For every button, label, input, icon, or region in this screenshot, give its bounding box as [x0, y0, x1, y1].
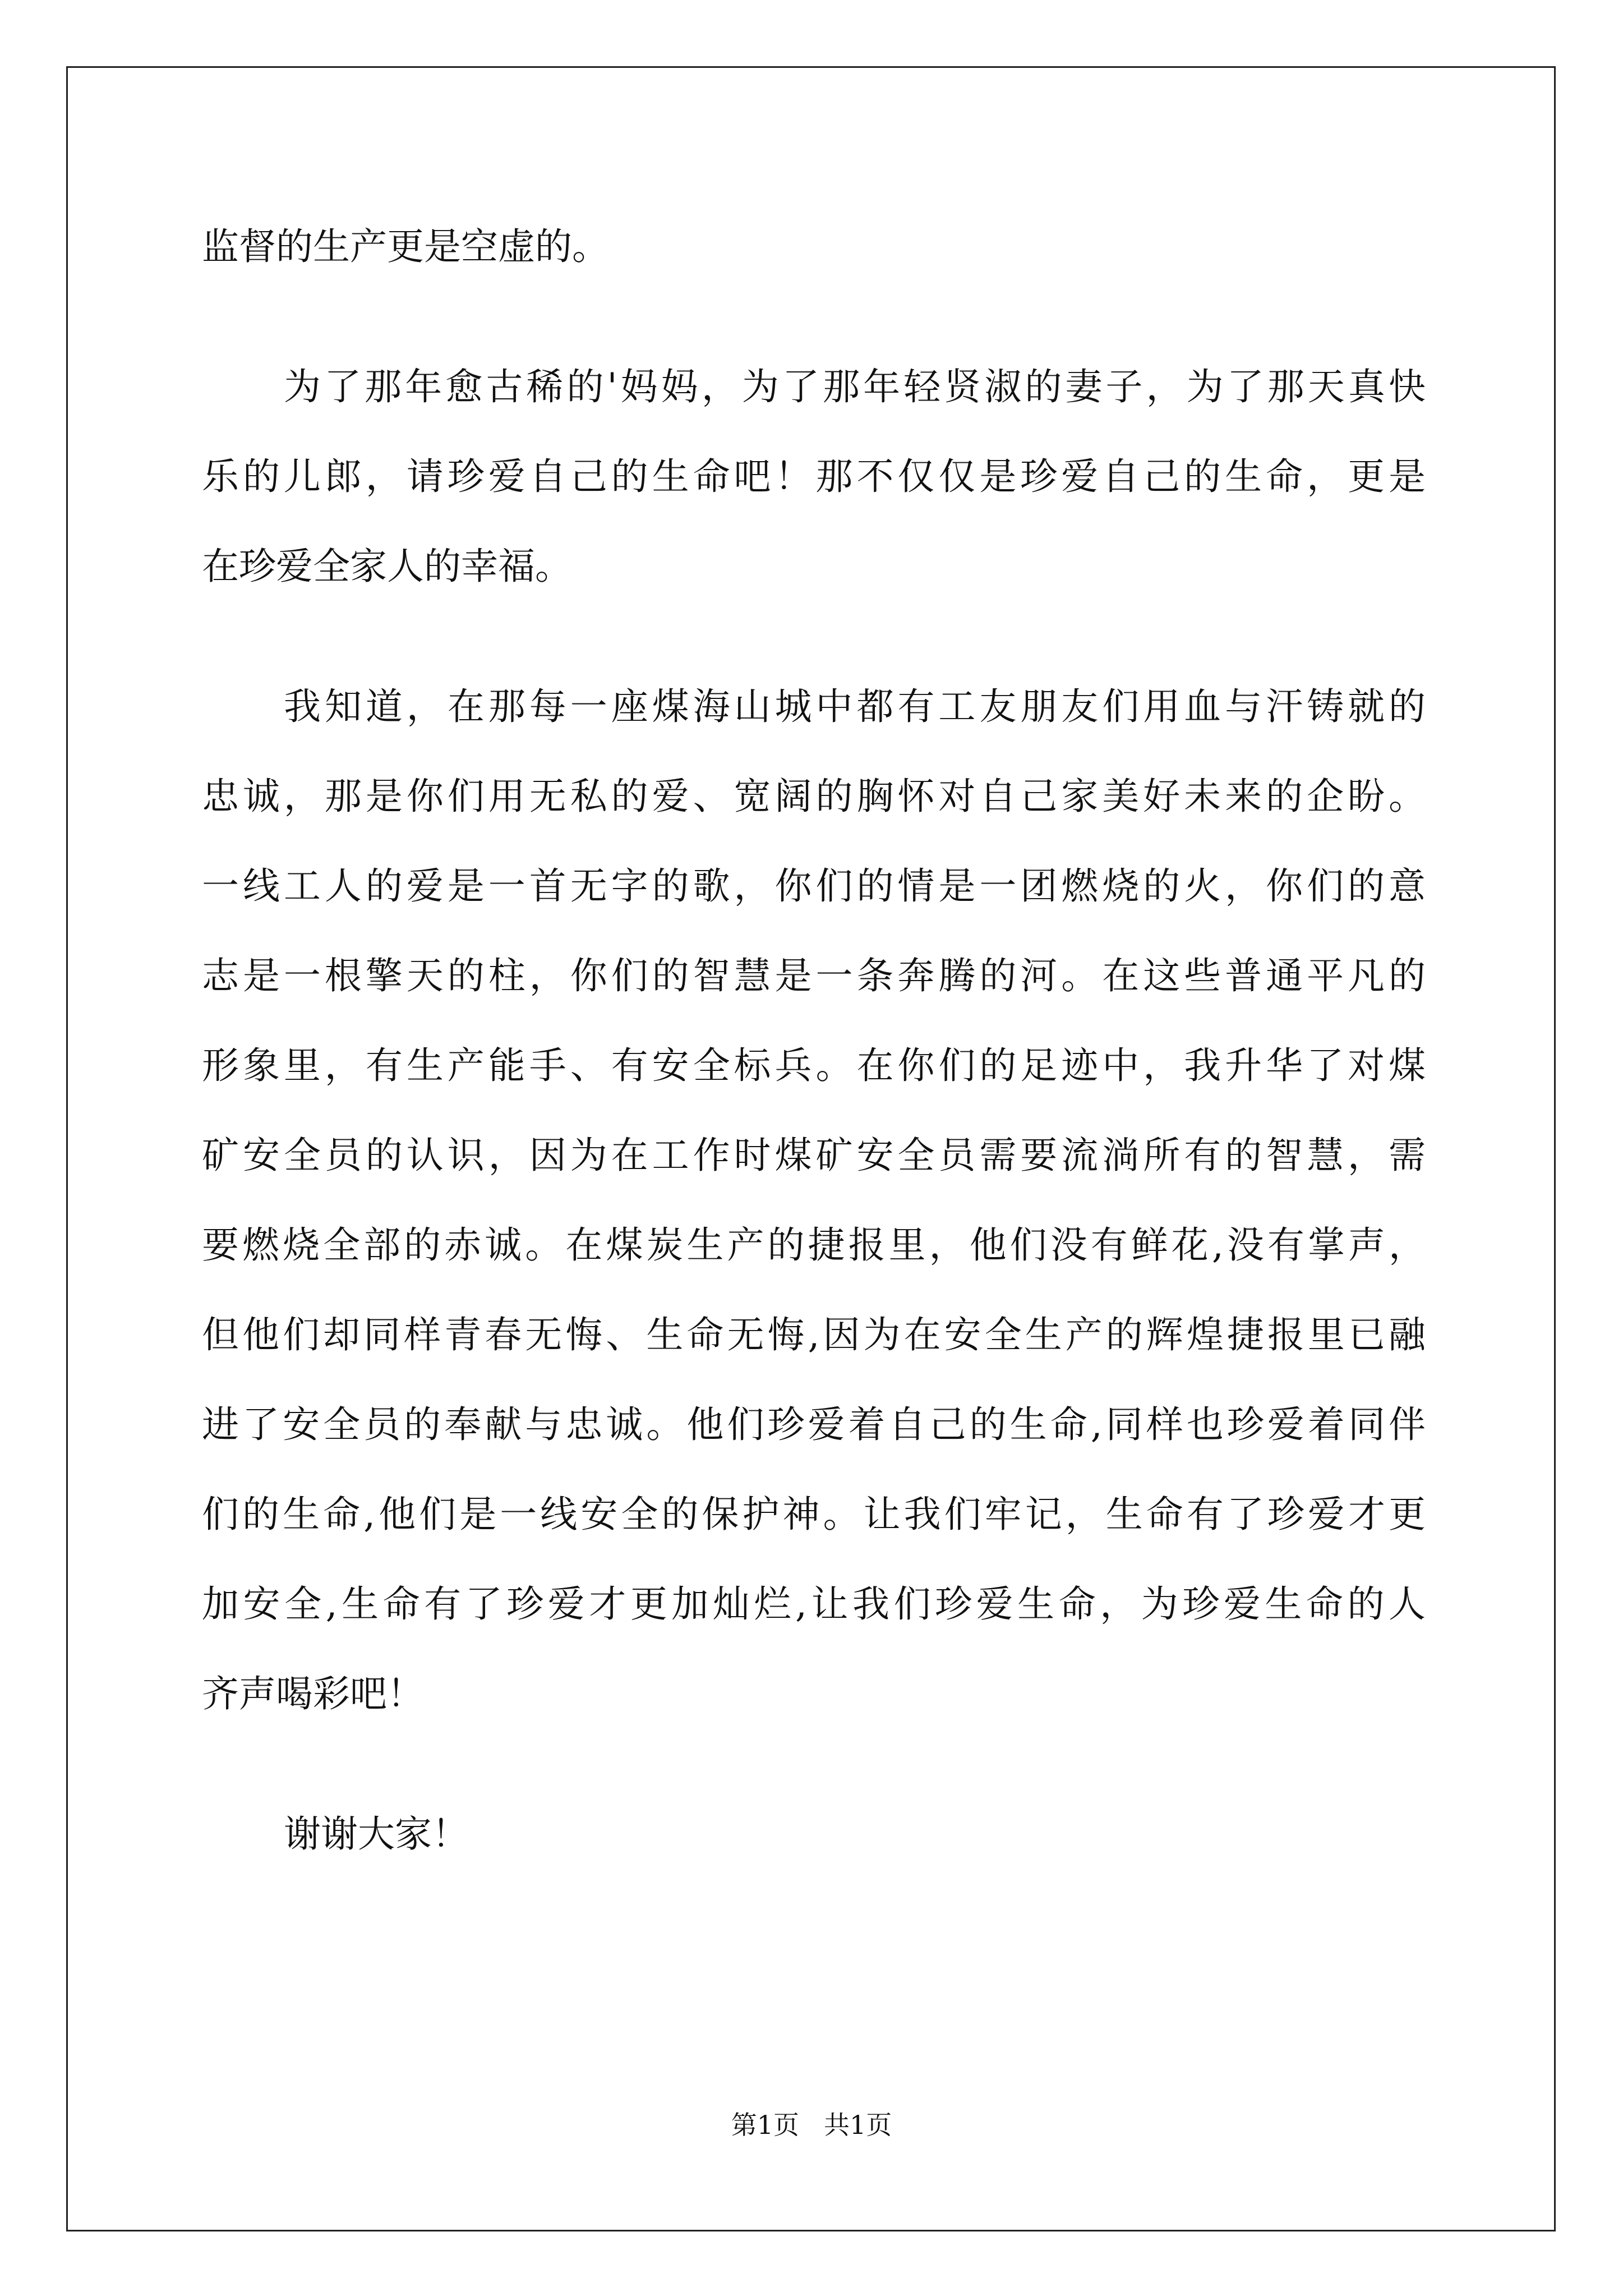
text-line-5: 我知道，在那每一座煤海山城中都有工友朋友们用血与汗铸就的	[284, 685, 1426, 728]
text-line-12: 但他们却同样青春无悔、生命无悔,因为在安全生产的辉煌捷报里已融	[202, 1313, 1426, 1356]
text-line-16: 齐声喝彩吧！	[202, 1672, 424, 1715]
page-number: 第1页	[731, 2110, 800, 2140]
text-line-10: 矿安全员的认识，因为在工作时煤矿安全员需要流淌所有的智慧，需	[202, 1134, 1426, 1177]
text-line-3: 乐的儿郎，请珍爱自己的生命吧！那不仅仅是珍爱自己的生命，更是	[202, 455, 1426, 498]
text-line-6: 忠诚，那是你们用无私的爱、宽阔的胸怀对自己家美好未来的企盼。	[202, 775, 1426, 818]
text-line-14: 们的生命,他们是一线安全的保护神。让我们牢记，生命有了珍爱才更	[202, 1493, 1426, 1536]
text-line-2: 为了那年愈古稀的'妈妈，为了那年轻贤淑的妻子，为了那天真快	[284, 365, 1426, 408]
text-line-8: 志是一根擎天的柱，你们的智慧是一条奔腾的河。在这些普通平凡的	[202, 954, 1426, 997]
text-line-1: 监督的生产更是空虚的。	[202, 225, 609, 268]
text-line-7: 一线工人的爱是一首无字的歌，你们的情是一团燃烧的火，你们的意	[202, 864, 1426, 908]
text-line-11: 要燃烧全部的赤诚。在煤炭生产的捷报里，他们没有鲜花,没有掌声，	[202, 1223, 1426, 1267]
page-footer	[0, 2108, 1623, 2142]
text-line-17: 谢谢大家！	[284, 1812, 469, 1856]
text-line-15: 加安全,生命有了珍爱才更加灿烂,让我们珍爱生命，为珍爱生命的人	[202, 1582, 1426, 1626]
text-line-13: 进了安全员的奉献与忠诚。他们珍爱着自己的生命,同样也珍爱着同伴	[202, 1403, 1426, 1446]
page-total: 共1页	[823, 2110, 892, 2140]
text-line-4: 在珍爱全家人的幸福。	[202, 545, 572, 588]
text-line-9: 形象里，有生产能手、有安全标兵。在你们的足迹中，我升华了对煤	[202, 1044, 1426, 1087]
